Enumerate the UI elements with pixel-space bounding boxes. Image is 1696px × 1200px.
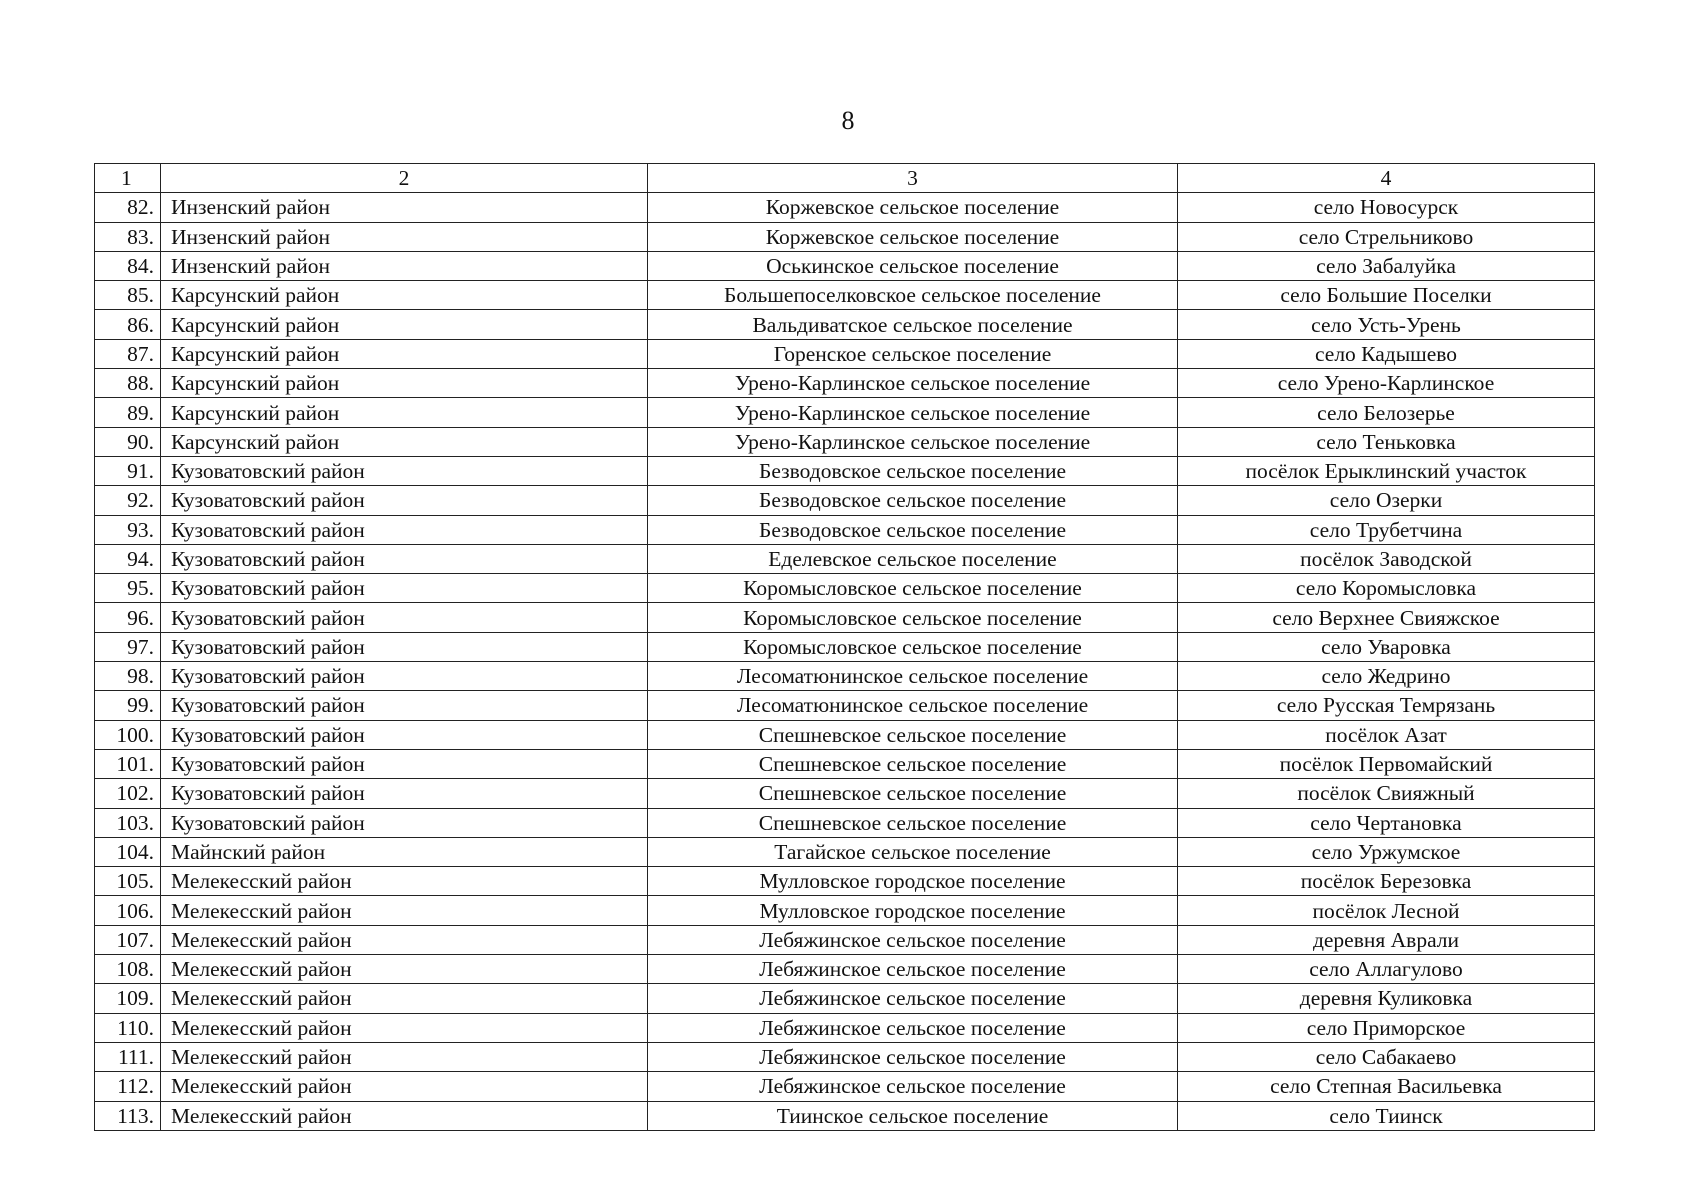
district-cell: Карсунский район	[161, 398, 648, 427]
table-row	[95, 632, 1595, 661]
row-number: 106.	[95, 896, 161, 925]
locality-cell: посёлок Березовка	[1178, 867, 1595, 896]
district-cell: Кузоватовский район	[161, 544, 648, 573]
row-number: 112.	[95, 1072, 161, 1101]
settlement-cell: Тиинское сельское поселение	[648, 1101, 1178, 1130]
district-cell: Кузоватовский район	[161, 662, 648, 691]
table-row	[95, 193, 1595, 222]
row-number: 102.	[95, 779, 161, 808]
locality-cell: село Уржумское	[1178, 837, 1595, 866]
district-cell: Мелекесский район	[161, 925, 648, 954]
header-col-3: 3	[648, 164, 1178, 193]
district-cell: Карсунский район	[161, 427, 648, 456]
district-cell: Кузоватовский район	[161, 720, 648, 749]
district-cell: Мелекесский район	[161, 1042, 648, 1071]
settlement-cell: Спешневское сельское поселение	[648, 779, 1178, 808]
locality-cell: село Забалуйка	[1178, 251, 1595, 280]
district-cell: Кузоватовский район	[161, 749, 648, 778]
table-body	[95, 193, 1595, 1131]
locality-cell: село Кадышево	[1178, 339, 1595, 368]
locality-cell: село Сабакаево	[1178, 1042, 1595, 1071]
locality-cell: село Новосурск	[1178, 193, 1595, 222]
table-row	[95, 1072, 1595, 1101]
row-number: 93.	[95, 515, 161, 544]
table-row	[95, 574, 1595, 603]
district-cell: Кузоватовский район	[161, 691, 648, 720]
table-row	[95, 955, 1595, 984]
table-row	[95, 1101, 1595, 1130]
settlement-cell: Спешневское сельское поселение	[648, 720, 1178, 749]
district-cell: Карсунский район	[161, 281, 648, 310]
table-row	[95, 603, 1595, 632]
settlement-cell: Лебяжинское сельское поселение	[648, 925, 1178, 954]
row-number: 99.	[95, 691, 161, 720]
locality-cell: село Урено-Карлинское	[1178, 369, 1595, 398]
table-row	[95, 808, 1595, 837]
row-number: 87.	[95, 339, 161, 368]
row-number: 108.	[95, 955, 161, 984]
settlement-cell: Коромысловское сельское поселение	[648, 603, 1178, 632]
settlement-cell: Безводовское сельское поселение	[648, 515, 1178, 544]
table-row	[95, 749, 1595, 778]
settlement-cell: Спешневское сельское поселение	[648, 808, 1178, 837]
district-cell: Кузоватовский район	[161, 808, 648, 837]
district-cell: Мелекесский район	[161, 1013, 648, 1042]
row-number: 92.	[95, 486, 161, 515]
settlement-cell: Еделевское сельское поселение	[648, 544, 1178, 573]
locality-cell: деревня Аврали	[1178, 925, 1595, 954]
row-number: 100.	[95, 720, 161, 749]
table-row	[95, 398, 1595, 427]
table-row	[95, 867, 1595, 896]
district-cell: Кузоватовский район	[161, 515, 648, 544]
table-row	[95, 896, 1595, 925]
settlement-cell: Спешневское сельское поселение	[648, 749, 1178, 778]
row-number: 111.	[95, 1042, 161, 1071]
table-row	[95, 251, 1595, 280]
settlement-cell: Лебяжинское сельское поселение	[648, 1042, 1178, 1071]
row-number: 96.	[95, 603, 161, 632]
settlement-cell: Урено-Карлинское сельское поселение	[648, 369, 1178, 398]
settlement-cell: Урено-Карлинское сельское поселение	[648, 427, 1178, 456]
district-cell: Мелекесский район	[161, 867, 648, 896]
row-number: 82.	[95, 193, 161, 222]
locality-cell: село Трубетчина	[1178, 515, 1595, 544]
locality-cell: село Приморское	[1178, 1013, 1595, 1042]
table-row	[95, 222, 1595, 251]
row-number: 91.	[95, 456, 161, 485]
district-cell: Карсунский район	[161, 310, 648, 339]
row-number: 103.	[95, 808, 161, 837]
locality-cell: село Русская Темрязань	[1178, 691, 1595, 720]
settlement-cell: Коромысловское сельское поселение	[648, 574, 1178, 603]
locality-cell: село Большие Поселки	[1178, 281, 1595, 310]
locality-cell: посёлок Заводской	[1178, 544, 1595, 573]
row-number: 86.	[95, 310, 161, 339]
settlement-cell: Горенское сельское поселение	[648, 339, 1178, 368]
settlement-cell: Коромысловское сельское поселение	[648, 632, 1178, 661]
locality-cell: село Чертановка	[1178, 808, 1595, 837]
locality-cell: посёлок Ерыклинский участок	[1178, 456, 1595, 485]
row-number: 90.	[95, 427, 161, 456]
district-cell: Кузоватовский район	[161, 456, 648, 485]
row-number: 94.	[95, 544, 161, 573]
row-number: 85.	[95, 281, 161, 310]
locality-cell: село Белозерье	[1178, 398, 1595, 427]
district-cell: Инзенский район	[161, 193, 648, 222]
row-number: 104.	[95, 837, 161, 866]
locality-cell: посёлок Свияжный	[1178, 779, 1595, 808]
settlement-cell: Мулловское городское поселение	[648, 867, 1178, 896]
locality-cell: село Уваровка	[1178, 632, 1595, 661]
locality-cell: село Степная Васильевка	[1178, 1072, 1595, 1101]
settlement-cell: Оськинское сельское поселение	[648, 251, 1178, 280]
district-cell: Кузоватовский район	[161, 632, 648, 661]
row-number: 97.	[95, 632, 161, 661]
row-number: 89.	[95, 398, 161, 427]
locality-cell: посёлок Лесной	[1178, 896, 1595, 925]
district-cell: Мелекесский район	[161, 1101, 648, 1130]
settlement-cell: Безводовское сельское поселение	[648, 456, 1178, 485]
locality-cell: село Усть-Урень	[1178, 310, 1595, 339]
table-row	[95, 925, 1595, 954]
table-row	[95, 281, 1595, 310]
district-cell: Карсунский район	[161, 369, 648, 398]
row-number: 110.	[95, 1013, 161, 1042]
table-row	[95, 456, 1595, 485]
row-number: 107.	[95, 925, 161, 954]
settlement-cell: Большепоселковское сельское поселение	[648, 281, 1178, 310]
settlement-cell: Лебяжинское сельское поселение	[648, 1072, 1178, 1101]
settlement-cell: Лебяжинское сельское поселение	[648, 984, 1178, 1013]
table-header	[95, 164, 1595, 193]
row-number: 88.	[95, 369, 161, 398]
header-row	[95, 164, 1595, 193]
table-row	[95, 779, 1595, 808]
table-row	[95, 720, 1595, 749]
table-row	[95, 1042, 1595, 1071]
locality-cell: село Жедрино	[1178, 662, 1595, 691]
locality-cell: село Озерки	[1178, 486, 1595, 515]
district-cell: Инзенский район	[161, 222, 648, 251]
settlement-cell: Вальдиватское сельское поселение	[648, 310, 1178, 339]
district-cell: Кузоватовский район	[161, 574, 648, 603]
table-row	[95, 369, 1595, 398]
locality-cell: село Аллагулово	[1178, 955, 1595, 984]
district-cell: Карсунский район	[161, 339, 648, 368]
locality-cell: село Верхнее Свияжское	[1178, 603, 1595, 632]
district-cell: Мелекесский район	[161, 984, 648, 1013]
locality-cell: посёлок Азат	[1178, 720, 1595, 749]
locality-cell: село Коромысловка	[1178, 574, 1595, 603]
district-cell: Мелекесский район	[161, 955, 648, 984]
district-cell: Кузоватовский район	[161, 603, 648, 632]
settlement-cell: Тагайское сельское поселение	[648, 837, 1178, 866]
settlement-cell: Коржевское сельское поселение	[648, 193, 1178, 222]
row-number: 84.	[95, 251, 161, 280]
row-number: 98.	[95, 662, 161, 691]
settlement-cell: Коржевское сельское поселение	[648, 222, 1178, 251]
table-row	[95, 1013, 1595, 1042]
header-col-2: 2	[161, 164, 648, 193]
settlement-cell: Лесоматюнинское сельское поселение	[648, 662, 1178, 691]
district-cell: Мелекесский район	[161, 1072, 648, 1101]
table-row	[95, 544, 1595, 573]
row-number: 95.	[95, 574, 161, 603]
locality-cell: село Теньковка	[1178, 427, 1595, 456]
settlement-cell: Лебяжинское сельское поселение	[648, 955, 1178, 984]
settlement-cell: Лебяжинское сельское поселение	[648, 1013, 1178, 1042]
table-row	[95, 486, 1595, 515]
district-cell: Кузоватовский район	[161, 486, 648, 515]
row-number: 105.	[95, 867, 161, 896]
settlement-cell: Урено-Карлинское сельское поселение	[648, 398, 1178, 427]
table-row	[95, 691, 1595, 720]
table-row	[95, 515, 1595, 544]
page-number: 8	[841, 106, 855, 135]
table-row	[95, 984, 1595, 1013]
header-col-1: 1	[95, 164, 161, 193]
locality-cell: деревня Куликовка	[1178, 984, 1595, 1013]
settlement-cell: Мулловское городское поселение	[648, 896, 1178, 925]
row-number: 83.	[95, 222, 161, 251]
settlement-cell: Лесоматюнинское сельское поселение	[648, 691, 1178, 720]
district-cell: Инзенский район	[161, 251, 648, 280]
table-row	[95, 339, 1595, 368]
table-row	[95, 662, 1595, 691]
locality-cell: село Стрельниково	[1178, 222, 1595, 251]
row-number: 109.	[95, 984, 161, 1013]
settlements-table	[94, 163, 1595, 1131]
district-cell: Кузоватовский район	[161, 779, 648, 808]
row-number: 101.	[95, 749, 161, 778]
district-cell: Майнский район	[161, 837, 648, 866]
settlement-cell: Безводовское сельское поселение	[648, 486, 1178, 515]
district-cell: Мелекесский район	[161, 896, 648, 925]
table-row	[95, 427, 1595, 456]
locality-cell: посёлок Первомайский	[1178, 749, 1595, 778]
table-row	[95, 310, 1595, 339]
locality-cell: село Тиинск	[1178, 1101, 1595, 1130]
table-row	[95, 837, 1595, 866]
header-col-4: 4	[1178, 164, 1595, 193]
row-number: 113.	[95, 1101, 161, 1130]
